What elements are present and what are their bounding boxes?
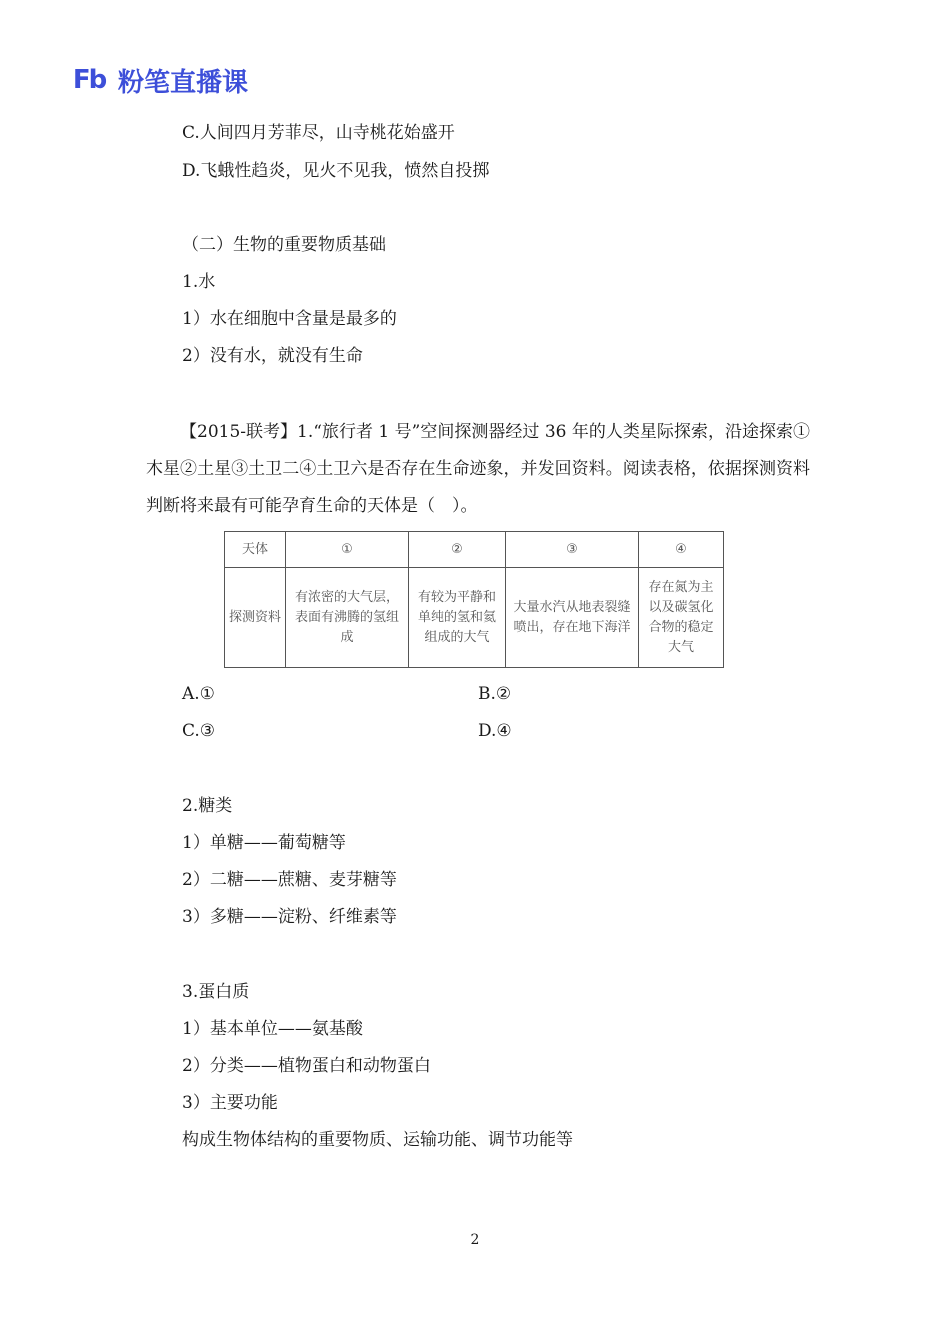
water-heading: 1.水 (182, 272, 216, 292)
protein-function-text: 构成生物体结构的重要物质、运输功能、调节功能等 (182, 1130, 573, 1150)
protein-item: 1）基本单位——氨基酸 (182, 1019, 363, 1039)
probe-data-table (224, 531, 724, 668)
table-header: 天体 (225, 532, 286, 568)
table-cell: 有较为平静和单纯的氢和氦组成的大气 (409, 568, 506, 668)
answer-option-b: B.② (478, 684, 512, 704)
table-cell: 存在氮为主以及碳氢化合物的稳定大气 (639, 568, 724, 668)
protein-item: 3）主要功能 (182, 1093, 278, 1113)
protein-item: 2）分类——植物蛋白和动物蛋白 (182, 1056, 431, 1076)
sugars-item: 2）二糖——蔗糖、麦芽糖等 (182, 870, 397, 890)
answer-option-c: C.③ (182, 721, 216, 741)
water-item: 1）水在细胞中含量是最多的 (182, 309, 397, 329)
logo-mark: Fb (72, 65, 106, 95)
answer-option-d: D.④ (478, 721, 512, 741)
sugars-item: 1）单糖——葡萄糖等 (182, 833, 346, 853)
question-text: 【2015-联考】1.“旅行者 1 号”空间探测器经过 36 年的人类星际探索，沿途探索①木星②土星③土卫二④土卫六是否存在生命迹象，并发回资料。阅读表格，依据探测资料判断将来最有可能孕育生命的天体是（ ）。 (146, 422, 810, 516)
fenbi-logo (68, 62, 248, 98)
option-d-line: D.飞蛾性趋炎，见火不见我，愤然自投掷 (182, 161, 490, 181)
sugars-item: 3）多糖——淀粉、纤维素等 (182, 907, 397, 927)
sugars-heading: 2.糖类 (182, 796, 233, 816)
table-cell: 有浓密的大气层，表面有沸腾的氢组成 (286, 568, 409, 668)
table-header: ① (286, 532, 409, 568)
water-item: 2）没有水，就没有生命 (182, 346, 363, 366)
table-header: ③ (506, 532, 639, 568)
table-cell: 大量水汽从地表裂缝喷出，存在地下海洋 (506, 568, 639, 668)
option-c-line: C.人间四月芳菲尽，山寺桃花始盛开 (182, 123, 455, 143)
table-header: ② (409, 532, 506, 568)
table-row-label: 探测资料 (225, 568, 286, 668)
answer-option-a: A.① (182, 684, 215, 704)
page-number: 2 (470, 1232, 480, 1248)
logo-text: 粉笔直播课 (118, 67, 249, 98)
protein-heading: 3.蛋白质 (182, 982, 250, 1002)
table-header: ④ (639, 532, 724, 568)
section-title: （二）生物的重要物质基础 (182, 235, 386, 255)
